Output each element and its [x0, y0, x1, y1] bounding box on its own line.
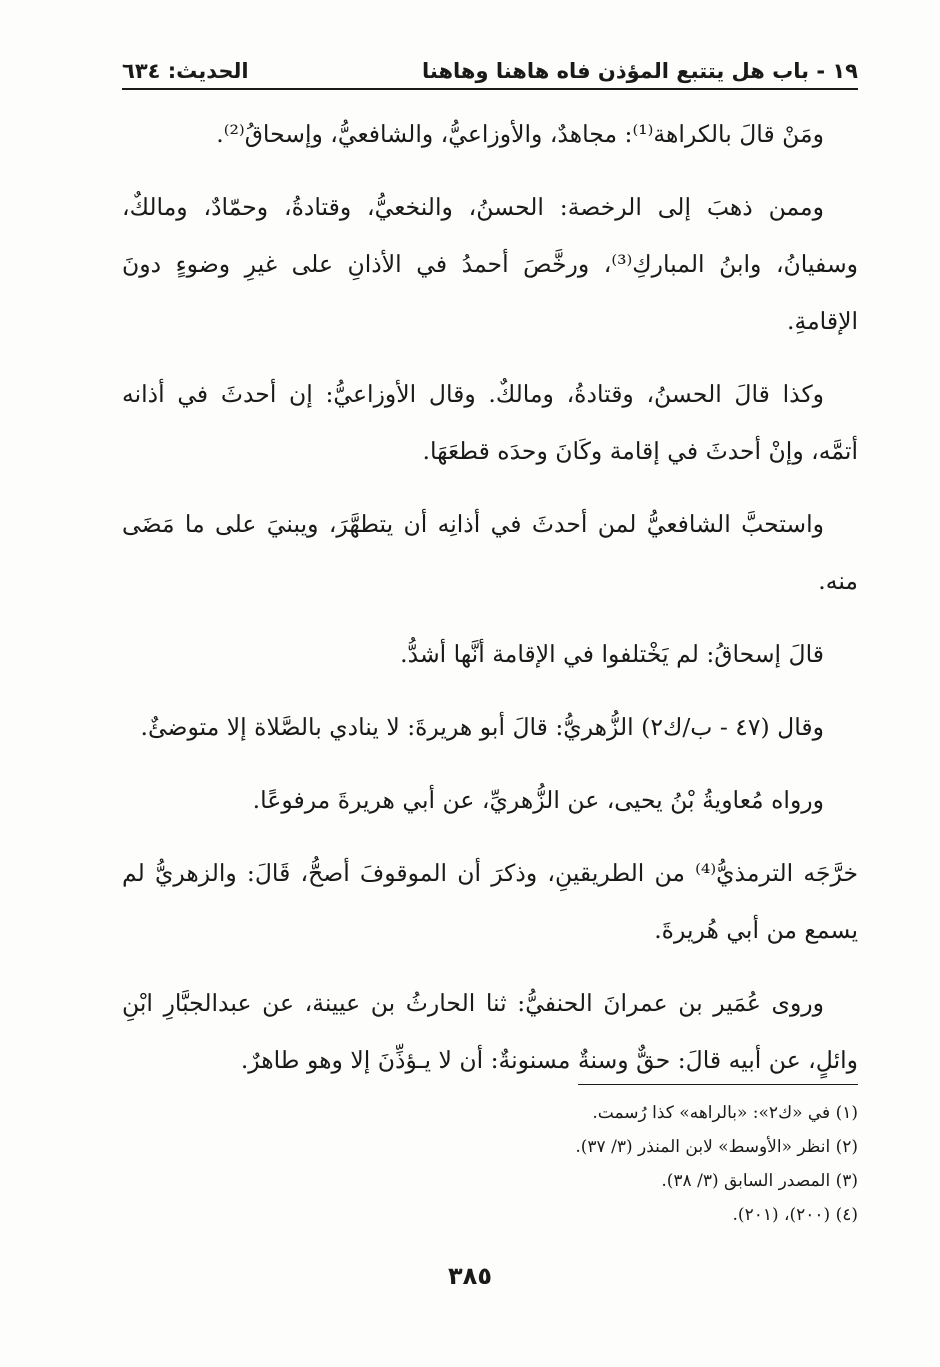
footnote: (٣) المصدر السابق (٣/ ٣٨). [661, 1171, 858, 1191]
hadith-number: الحديث: ٦٣٤ [122, 59, 249, 83]
footnote: (٤) (٢٠٠)، (٢٠١). [732, 1205, 858, 1225]
paragraph: وكذا قالَ الحسنُ، وقتادةُ، ومالكٌ. وقال الأوزاعيُّ: إن أحدثَ في أذانه أتمَّه، وإنْ أحدثَ في إقامة وكَانَ وحدَه قطعَهَا. [122, 380, 858, 465]
footnote-separator [578, 1084, 858, 1085]
main-text [122, 106, 858, 1105]
paragraph: ومَنْ قالَ بالكراهة⁽¹⁾: مجاهدٌ، والأوزاعيُّ، والشافعيُّ، وإسحاقُ⁽²⁾. [216, 120, 824, 148]
paragraph: قالَ إسحاقُ: لم يَخْتلفوا في الإقامة أنَّها أشدُّ. [400, 640, 824, 668]
paragraph: وقال (٤٧ - ب/ك٢) الزُّهريُّ: قالَ أبو هريرةَ: لا ينادي بالصَّلاة إلا متوضئٌ. [140, 713, 824, 741]
running-header [122, 52, 858, 90]
paragraph: وروى عُمَير بن عمرانَ الحنفيُّ: ثنا الحارثُ بن عيينة، عن عبدالجبَّارِ ابْنِ وائلٍ، عن أبيه قالَ: حقٌّ وسنةٌ مسنونةٌ: أن لا يـؤذِّنَ إلا وهو طاهرٌ. [122, 989, 858, 1074]
footnotes [122, 1096, 858, 1232]
paragraph: خرَّجَه الترمذيُّ⁽⁴⁾ من الطريقينِ، وذكرَ أن الموقوفَ أصحُّ، قَالَ: والزهريُّ لم يسمع من أبي هُريرةَ. [122, 859, 858, 944]
chapter-title: ١٩ - باب هل يتتبع المؤذن فاه هاهنا وهاهنا [421, 59, 858, 83]
paragraph: ورواه مُعاويةُ بْنُ يحيى، عن الزُّهريِّ، عن أبي هريرةَ مرفوعًا. [252, 786, 824, 814]
footnote: (٢) انظر «الأوسط» لابن المنذر (٣/ ٣٧). [575, 1137, 858, 1157]
page-number: ٣٨٥ [448, 1262, 492, 1290]
paragraph: وممن ذهبَ إلى الرخصة: الحسنُ، والنخعيُّ، وقتادةُ، وحمّادٌ، ومالكٌ، وسفيانُ، وابنُ المباركِ⁽³⁾، ورخَّصَ أحمدُ في الأذانِ على غيرِ وضوءٍ دونَ الإقامةِ. [122, 193, 858, 335]
footnote: (١) في «ك٢»: «بالراهه» كذا رُسمت. [592, 1103, 858, 1123]
paragraph: واستحبَّ الشافعيُّ لمن أحدثَ في أذانِه أن يتطهَّرَ، ويبنيَ على ما مَضَى منه. [122, 510, 858, 595]
